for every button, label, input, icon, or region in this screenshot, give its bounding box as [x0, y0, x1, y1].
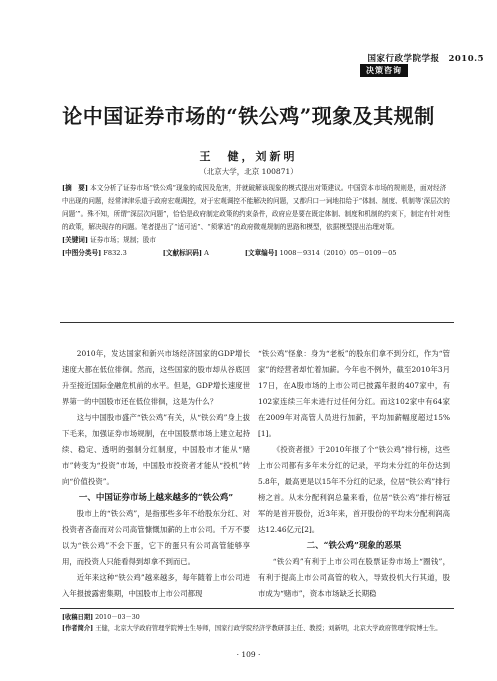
received-label: [收稿日期] [62, 614, 94, 621]
authors: 王 健，刘新明 [199, 150, 298, 163]
journal-header: 国家行政学院学报 2010.5 [367, 54, 484, 64]
doc-code-label: [文献标识码] [162, 249, 202, 257]
abstract-text: 本文分析了证券市场“铁公鸡”现象的成因及危害，并就破解该现象的模式提出对策建议。中国资本市场的规则是，面对经济中出现的问题，经常津津乐道于政府宏观调控，对于宏观调控不能解决的问题，又都归口一词地扣给于“体制、制度、机制等‘深层次的问题’”。殊不知，所谓“深层次问题”，恰恰是政府制定政策的约束条件，政府应是要在既定体制、制度和机制的约束下，制定有针对性的政策，解决现存的问题。笔者提出了“适可适”、“须掌适”的政府微观规制的思路和模型，依据模型提出治理对策。 [62, 184, 451, 231]
abstract-block [62, 182, 452, 260]
clc-field [62, 247, 145, 260]
classification-row [62, 247, 452, 260]
article-title: 论中国证券市场的“铁公鸡”现象及其规制 [62, 104, 435, 128]
article-no-label: [文章编号] [244, 249, 278, 257]
keywords: 证券市场；规制；股市 [90, 236, 157, 244]
footnote-divider [60, 608, 454, 609]
affiliation: （北京大学，北京 100871） [199, 167, 298, 176]
author-bio-label: [作者简介] [62, 625, 94, 632]
abstract-paragraph [62, 182, 452, 234]
author-bio: 王健，北京大学政府管理学院博士生导师，国家行政学院经济学教研部主任、教授；刘新明，北京大学政府管理学院博士生。 [95, 625, 442, 632]
body-paragraph: 股市上的“铁公鸡”，是指那些多年不给股东分红、对投资者吝啬而对公司高管慷慨加薪的上市公司。千万不要以为“铁公鸡”不会下蛋，它下的蛋只有公司高管能够享用，而投资人只能看得到却拿不到而已。 [62, 509, 250, 566]
body-paragraph: 这与中国股市盛产“铁公鸡”有关，从“铁公鸡”身上拔下毛来，加强证券市场规制，在中国股票市场上建立起持续、稳定、透明的强制分红制度，中国股市才能从“赌市”转变为“投资”市场，中国股市投资者才能从“投机”转向“价值投资”。 [62, 413, 250, 486]
column-label: 决策咨询 [360, 64, 408, 77]
article-no-value: 1008－9314（2010）05－0109－05 [279, 249, 397, 257]
doc-code-field [163, 247, 227, 260]
article-no-field [245, 247, 415, 260]
abstract-divider [60, 322, 454, 323]
section-heading-2: 二、“铁公鸡”现象的恶果 [306, 541, 402, 551]
left-column [62, 346, 250, 602]
right-column [258, 346, 450, 602]
body-paragraph: 近年来这种“铁公鸡”越来越多，每年随着上市公司进入年报披露密集期，中国股市上市公司都现 [62, 573, 250, 598]
received-line [62, 612, 454, 623]
body-paragraph: 《投资者报》于2010年报了个“铁公鸡”排行榜，这些上市公司都有多年未分红的记录，平均未分红的年份达到5.8年，最高更是以15年不分红的记录，位居“铁公鸡”排行榜之首。从未分配利润总量来看，位居“铁公鸡”排行榜冠军的是首开股份，近3年来，首开股份的平均未分配利润高达12.46亿元[2]。 [258, 445, 450, 534]
clc-value: F832.3 [103, 249, 127, 257]
section-heading-1: 一、中国证券市场上越来越多的“铁公鸡” [78, 493, 234, 503]
footnote-block [62, 612, 454, 634]
body-paragraph: 2010年，发达国家和新兴市场经济国家的GDP增长速度大都在低位徘徊。然而，这些国家的股市却从谷底回升至接近国际金融危机前的水平。但是，GDP增长速度世界第一的中国股市还在低位徘徊，这是为什么？ [62, 349, 250, 406]
keywords-label: [关键词] [62, 236, 89, 244]
doc-code-value: A [204, 249, 209, 257]
abstract-label: [摘 要] [62, 184, 89, 192]
keywords-line [62, 234, 452, 247]
received-date: 2010－03－30 [95, 614, 140, 621]
body-paragraph: “铁公鸡”怪象：身为“老板”的股东们拿不到分红，作为“管家”的经营者却忙着加薪。今年也不例外，截至2010年3月17日，在A股市场的上市公司已披露年报的407家中，有102家连续三年未进行过任何分红。而这102家中有64家在2009年对高管人员进行加薪，平均加薪幅度超过15%[1]。 [258, 349, 450, 438]
author-bio-line [62, 623, 454, 634]
body-paragraph: “铁公鸡”有利于上市公司在股票证券市场上“圈钱”，有利于提高上市公司高管的收入，导致投机大行其道，股市成为“赌市”，资本市场缺乏长期稳 [258, 557, 450, 598]
clc-label: [中图分类号] [62, 249, 102, 257]
page-number: · 109 · [236, 650, 261, 659]
